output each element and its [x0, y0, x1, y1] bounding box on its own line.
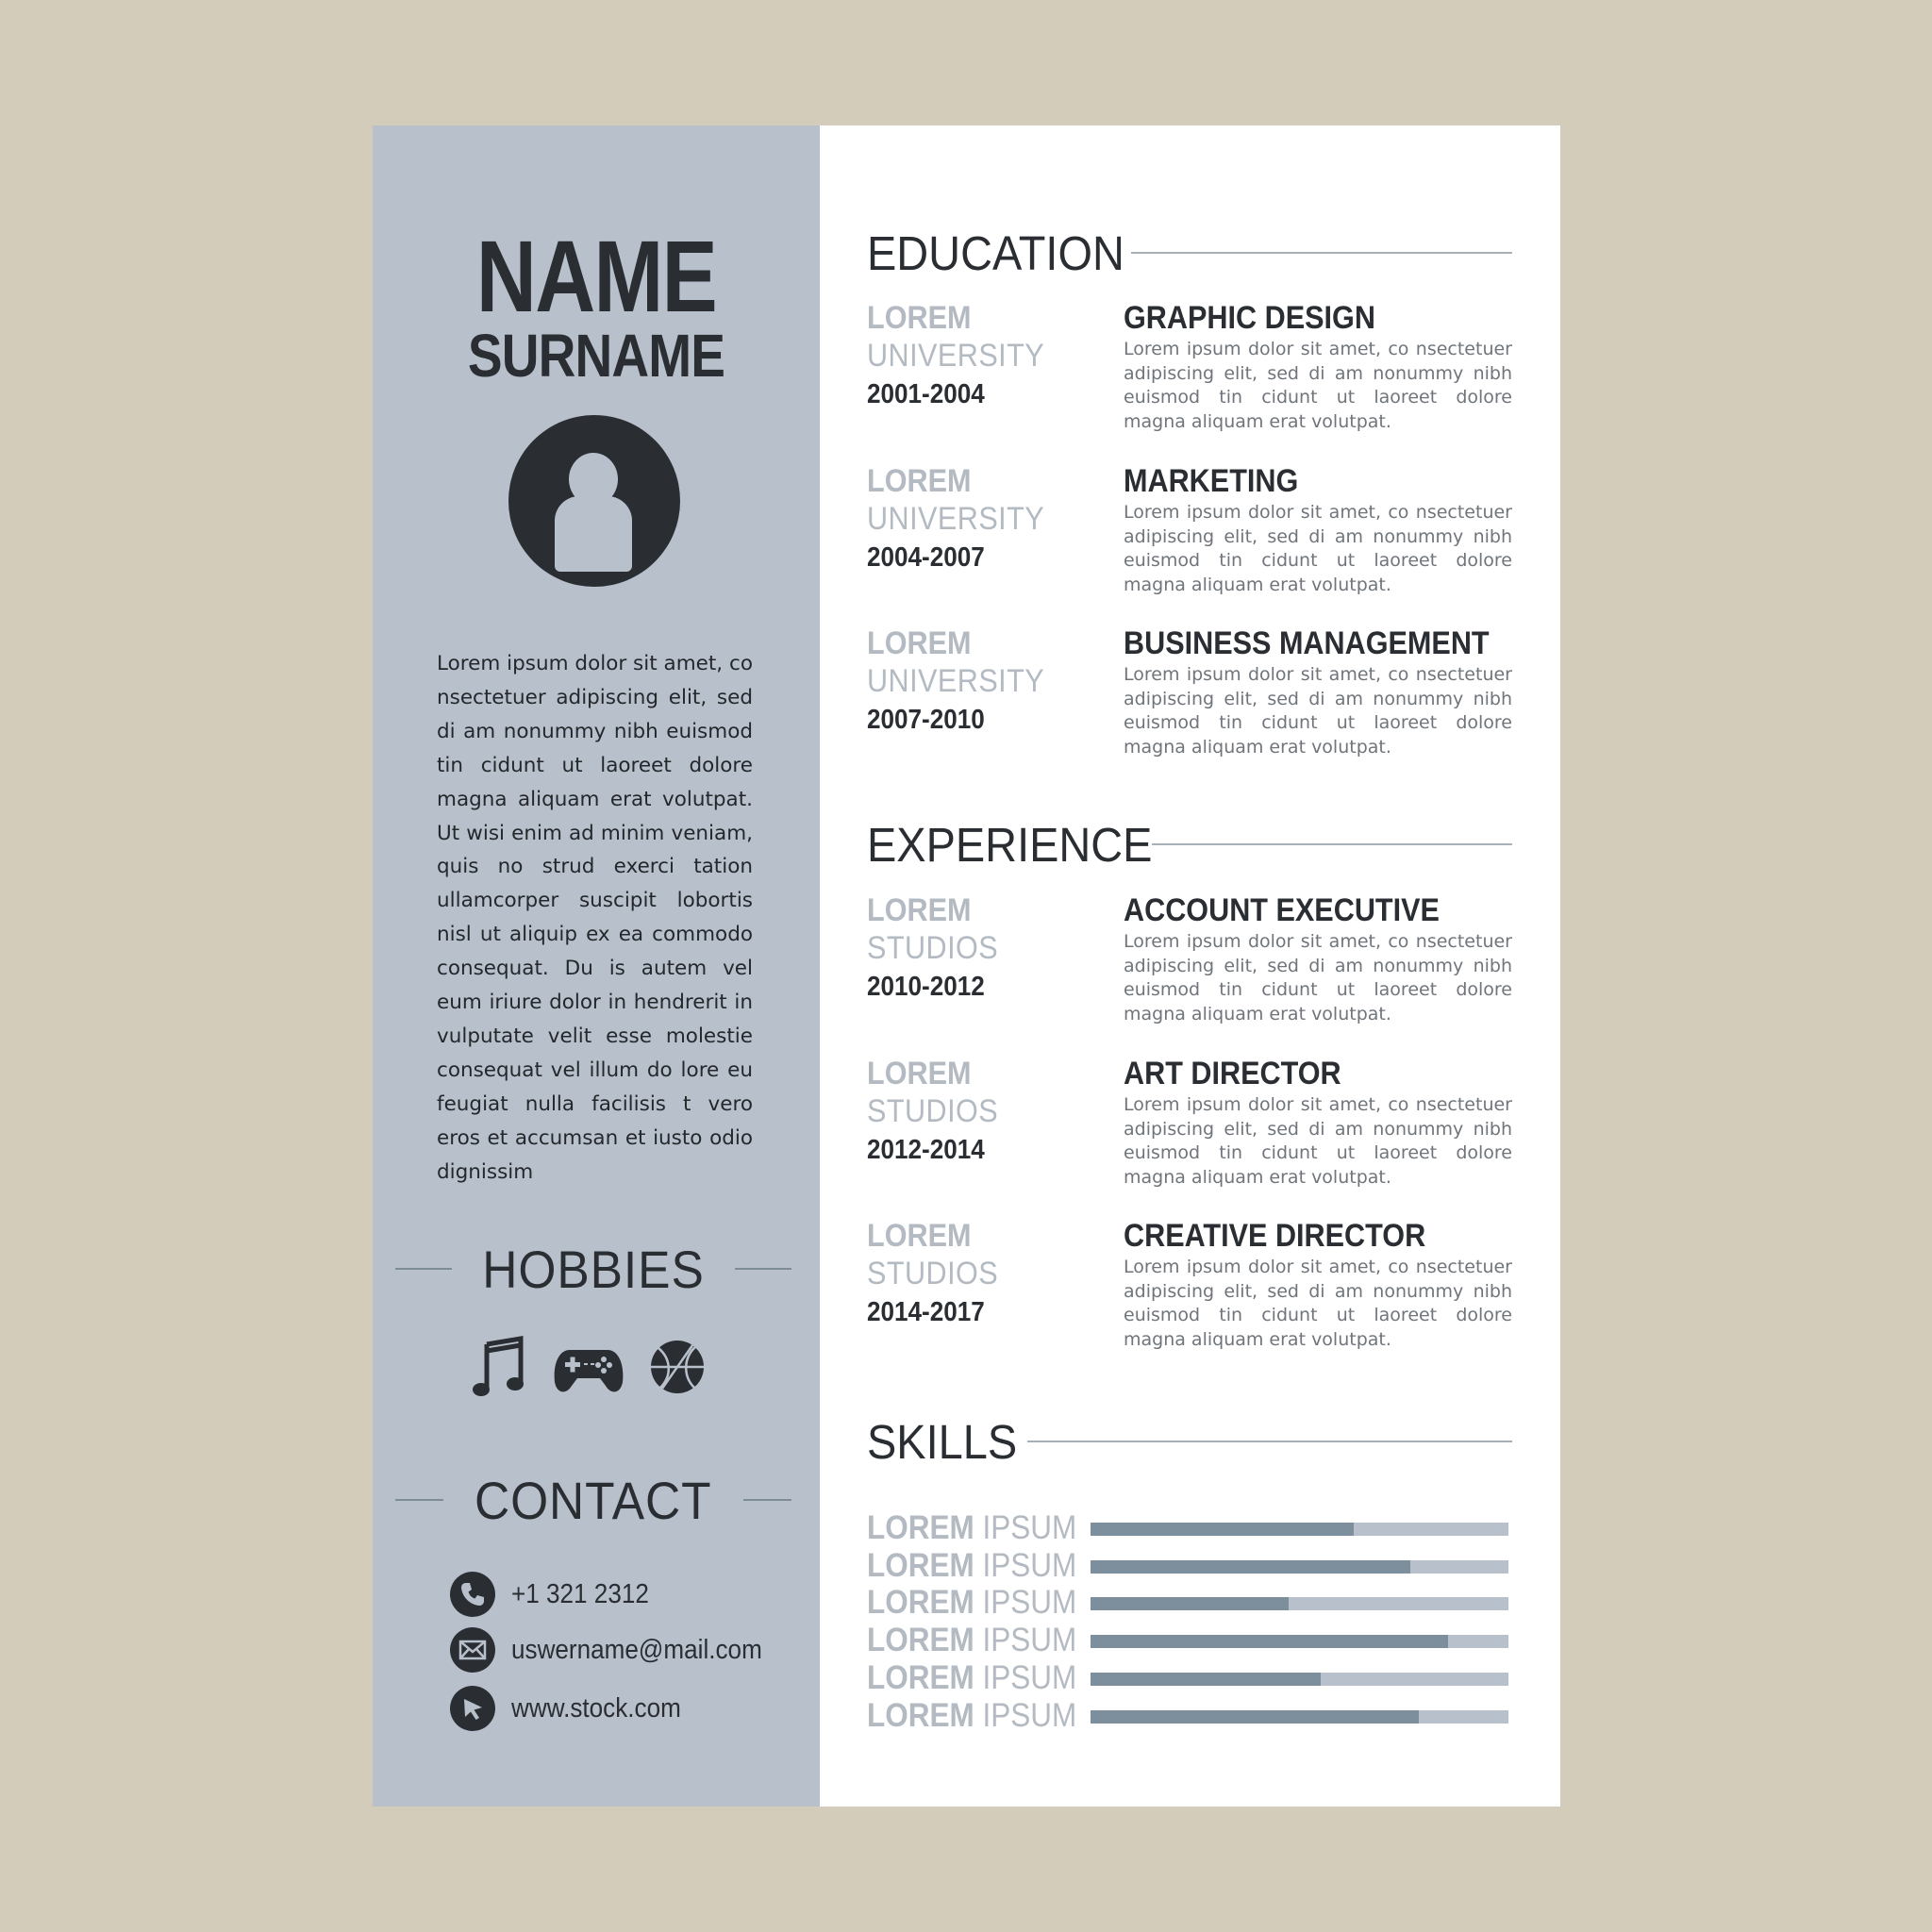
sidebar — [373, 125, 820, 1807]
skill-bar-fill — [1091, 1523, 1354, 1536]
entry-title: BUSINESS MANAGEMENT — [1124, 625, 1490, 661]
skill-bar-fill — [1091, 1673, 1321, 1686]
skill-bar-track — [1091, 1635, 1508, 1648]
skill-bar-track — [1091, 1710, 1508, 1724]
entry-org-type: STUDIOS — [867, 930, 999, 966]
entry-title: GRAPHIC DESIGN — [1124, 300, 1375, 336]
skill-bar-fill — [1091, 1597, 1289, 1610]
skill-row — [867, 1659, 1512, 1697]
hobbies-heading — [395, 1241, 791, 1297]
divider — [1027, 1441, 1512, 1442]
skill-label-light: IPSUM — [982, 1622, 1077, 1658]
education-entry — [867, 462, 1512, 604]
skill-label-light: IPSUM — [982, 1584, 1077, 1621]
entry-org: LOREM — [867, 625, 972, 661]
skill-bar-fill — [1091, 1635, 1448, 1648]
website-url[interactable]: www.stock.com — [511, 1692, 681, 1724]
divider — [743, 1499, 791, 1501]
entry-org-type: UNIVERSITY — [867, 663, 1045, 699]
skill-label-light: IPSUM — [982, 1509, 1077, 1546]
hobbies-title: HOBBIES — [482, 1239, 705, 1299]
entry-org-type: UNIVERSITY — [867, 338, 1045, 374]
skill-label — [867, 1659, 1076, 1697]
entry-org: LOREM — [867, 892, 972, 928]
skill-bar-track — [1091, 1597, 1508, 1610]
skill-label — [867, 1547, 1076, 1585]
entry-description: Lorem ipsum dolor sit amet, co nsectetuer adipiscing elit, sed di am nonummy nibh euismod tin cidunt ut laoreet dolore magna aliquam erat volutpat. — [1124, 502, 1512, 596]
skill-label-light: IPSUM — [982, 1697, 1077, 1734]
skill-label-bold: LOREM — [867, 1659, 974, 1696]
entry-org: LOREM — [867, 1218, 972, 1254]
skill-bar-track — [1091, 1523, 1508, 1536]
education-entry — [867, 299, 1512, 441]
entry-title: ART DIRECTOR — [1124, 1056, 1341, 1091]
avatar-icon — [508, 415, 680, 587]
skill-row — [867, 1622, 1512, 1659]
entry-description: Lorem ipsum dolor sit amet, co nsectetuer adipiscing elit, sed di am nonummy nibh euismod tin cidunt ut laoreet dolore magna aliquam erat volutpat. — [1124, 1257, 1512, 1351]
cursor-icon — [450, 1686, 495, 1731]
entry-years: 2014-2017 — [867, 1297, 985, 1327]
phone-number[interactable]: +1 321 2312 — [511, 1578, 649, 1609]
entry-title: MARKETING — [1124, 463, 1299, 499]
resume-page — [373, 125, 1560, 1807]
name-block — [373, 219, 820, 390]
experience-title: EXPERIENCE — [867, 817, 1153, 872]
skill-label — [867, 1622, 1076, 1659]
divider — [395, 1499, 443, 1501]
skill-bar-track — [1091, 1560, 1508, 1574]
entry-years: 2007-2010 — [867, 705, 985, 735]
skill-label — [867, 1697, 1076, 1735]
skill-label-bold: LOREM — [867, 1584, 974, 1621]
entry-org: LOREM — [867, 463, 972, 499]
entry-org: LOREM — [867, 300, 972, 336]
skill-bar-fill — [1091, 1710, 1419, 1724]
skill-row — [867, 1697, 1512, 1735]
skill-row — [867, 1547, 1512, 1585]
email-address[interactable]: uswername@mail.com — [511, 1634, 762, 1665]
gamepad-icon — [553, 1344, 625, 1397]
first-name: NAME — [475, 219, 717, 333]
entry-title: CREATIVE DIRECTOR — [1124, 1218, 1426, 1254]
skill-row — [867, 1584, 1512, 1622]
entry-description: Lorem ipsum dolor sit amet, co nsectetuer adipiscing elit, sed di am nonummy nibh euismod tin cidunt ut laoreet dolore magna aliquam erat volutpat. — [1124, 339, 1512, 433]
entry-years: 2012-2014 — [867, 1135, 985, 1165]
contact-heading — [395, 1472, 791, 1528]
education-heading — [867, 225, 1512, 281]
last-name: SURNAME — [467, 322, 725, 390]
skill-bar-fill — [1091, 1560, 1410, 1574]
hobby-icons — [472, 1335, 717, 1401]
education-title: EDUCATION — [867, 225, 1124, 280]
entry-org-type: UNIVERSITY — [867, 501, 1045, 537]
entry-description: Lorem ipsum dolor sit amet, co nsectetuer adipiscing elit, sed di am nonummy nibh euismod tin cidunt ut laoreet dolore magna aliquam erat volutpat. — [1124, 1094, 1512, 1189]
contact-phone — [450, 1571, 664, 1618]
divider — [1131, 252, 1512, 254]
entry-title: ACCOUNT EXECUTIVE — [1124, 892, 1440, 928]
experience-entry — [867, 1217, 1512, 1358]
skill-label-light: IPSUM — [982, 1659, 1077, 1696]
divider — [395, 1268, 452, 1270]
skill-label-bold: LOREM — [867, 1509, 974, 1546]
divider — [735, 1268, 791, 1270]
entry-years: 2004-2007 — [867, 542, 985, 573]
contact-website — [450, 1685, 700, 1732]
skill-row — [867, 1509, 1512, 1547]
skill-label — [867, 1509, 1076, 1547]
experience-heading — [867, 816, 1512, 873]
skill-label-light: IPSUM — [982, 1547, 1077, 1584]
skill-label-bold: LOREM — [867, 1547, 974, 1584]
skill-label — [867, 1584, 1076, 1622]
entry-years: 2001-2004 — [867, 379, 985, 409]
skills-heading — [867, 1413, 1512, 1470]
entry-org-type: STUDIOS — [867, 1256, 999, 1291]
entry-description: Lorem ipsum dolor sit amet, co nsectetuer adipiscing elit, sed di am nonummy nibh euismod tin cidunt ut laoreet dolore magna aliquam erat volutpat. — [1124, 664, 1512, 758]
entry-org-type: STUDIOS — [867, 1093, 999, 1129]
entry-org: LOREM — [867, 1056, 972, 1091]
education-entry — [867, 625, 1512, 766]
skill-label-bold: LOREM — [867, 1697, 974, 1734]
experience-entry — [867, 1055, 1512, 1196]
contact-title: CONTACT — [475, 1470, 712, 1530]
skill-label-bold: LOREM — [867, 1622, 974, 1658]
skill-bar-track — [1091, 1673, 1508, 1686]
skills-title: SKILLS — [867, 1414, 1018, 1469]
entry-years: 2010-2012 — [867, 972, 985, 1002]
basketball-icon — [649, 1339, 706, 1395]
experience-entry — [867, 891, 1512, 1033]
about-text: Lorem ipsum dolor sit amet, co nsectetuer adipiscing elit, sed di am nonummy nibh euismod tin cidunt ut laoreet dolore magna aliquam erat volutpat. Ut wisi enim ad minim veniam, quis no strud exerci tation ullamcorper suscipit lobortis nisl ut aliquip ex ea commodo consequat. Du is autem vel eum iriure dolor in hendrerit in vulputate velit esse molestie consequat vel illum do lore eu feugiat nulla facilisis t vero eros et accumsan et iusto odio dignissim — [437, 652, 753, 1184]
mail-icon — [450, 1627, 495, 1673]
phone-icon — [450, 1572, 495, 1617]
divider — [1152, 843, 1512, 845]
music-note-icon — [472, 1335, 528, 1401]
contact-email — [450, 1626, 790, 1674]
entry-description: Lorem ipsum dolor sit amet, co nsectetuer adipiscing elit, sed di am nonummy nibh euismod tin cidunt ut laoreet dolore magna aliquam erat volutpat. — [1124, 931, 1512, 1025]
